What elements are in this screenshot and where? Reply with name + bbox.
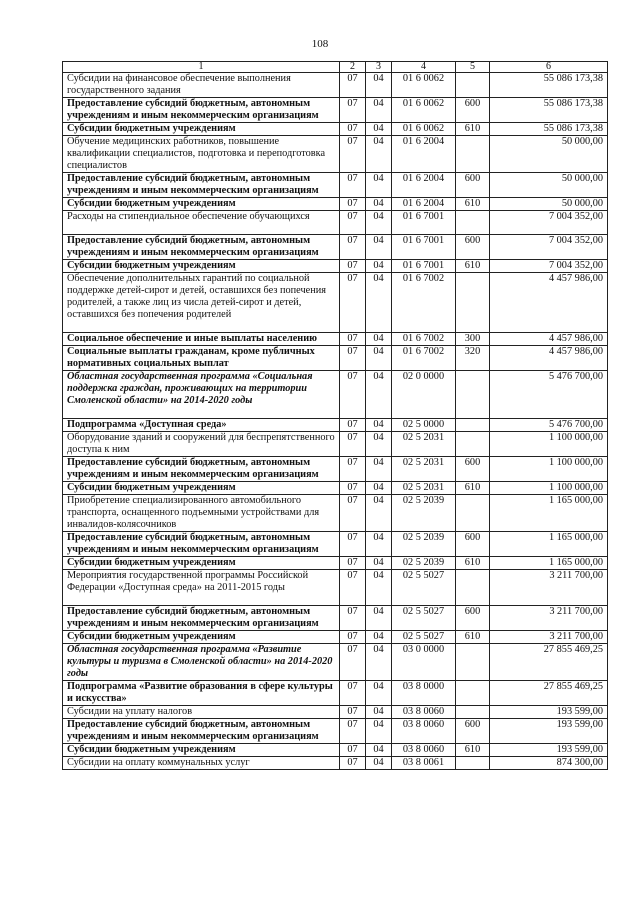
table-row: [63, 273, 608, 333]
row-description: Субсидии бюджетным учреждениям: [63, 744, 340, 757]
row-target-code: 01 6 7002: [392, 346, 456, 371]
row-target-code: 01 6 7002: [392, 273, 456, 333]
row-section-code: 07: [340, 744, 366, 757]
row-amount: 55 086 173,38: [490, 98, 608, 123]
row-amount: 4 457 986,00: [490, 273, 608, 333]
table-row: [63, 495, 608, 532]
row-section-code: 07: [340, 681, 366, 706]
row-expense-type: [456, 419, 490, 432]
row-description: Областная государственная программа «Развитие культуры и туризма в Смоленской области» на 2014-2020 годы: [63, 644, 340, 681]
row-target-code: 02 5 5027: [392, 606, 456, 631]
row-amount: 50 000,00: [490, 173, 608, 198]
table-row: [63, 681, 608, 706]
row-target-code: 01 6 7002: [392, 333, 456, 346]
table-row: [63, 719, 608, 744]
header-col-3: 3: [366, 62, 392, 73]
row-expense-type: [456, 371, 490, 419]
table-row: [63, 532, 608, 557]
row-amount: 1 165 000,00: [490, 495, 608, 532]
row-subsection-code: 04: [366, 719, 392, 744]
row-section-code: 07: [340, 706, 366, 719]
row-amount: 193 599,00: [490, 744, 608, 757]
row-expense-type: 300: [456, 333, 490, 346]
row-expense-type: [456, 495, 490, 532]
row-section-code: 07: [340, 198, 366, 211]
row-target-code: 02 5 2039: [392, 532, 456, 557]
row-expense-type: 610: [456, 744, 490, 757]
table-row: [63, 757, 608, 770]
row-subsection-code: 04: [366, 482, 392, 495]
row-expense-type: 610: [456, 631, 490, 644]
row-description: Обучение медицинских работников, повышение квалификации специалистов, подготовка и переподготовка специалистов: [63, 136, 340, 173]
row-section-code: 07: [340, 235, 366, 260]
row-amount: 55 086 173,38: [490, 123, 608, 136]
row-section-code: 07: [340, 98, 366, 123]
row-expense-type: 320: [456, 346, 490, 371]
row-description: Подпрограмма «Доступная среда»: [63, 419, 340, 432]
row-subsection-code: 04: [366, 371, 392, 419]
row-target-code: 01 6 0062: [392, 123, 456, 136]
row-expense-type: 600: [456, 532, 490, 557]
page-number: 108: [311, 38, 329, 50]
row-section-code: 07: [340, 719, 366, 744]
table-row: [63, 98, 608, 123]
table-row: [63, 631, 608, 644]
row-description: Предоставление субсидий бюджетным, автономным учреждениям и иным некоммерческим организациям: [63, 606, 340, 631]
row-description: Мероприятия государственной программы Российской Федерации «Доступная среда» на 2011-2015 годы: [63, 570, 340, 606]
table-row: [63, 173, 608, 198]
row-amount: 874 300,00: [490, 757, 608, 770]
table-row: [63, 419, 608, 432]
row-amount: 1 165 000,00: [490, 532, 608, 557]
row-target-code: 01 6 2004: [392, 173, 456, 198]
row-target-code: 03 8 0061: [392, 757, 456, 770]
header-col-1: 1: [63, 62, 340, 73]
table-row: [63, 482, 608, 495]
row-amount: 50 000,00: [490, 198, 608, 211]
row-section-code: 07: [340, 211, 366, 235]
row-section-code: 07: [340, 371, 366, 419]
row-subsection-code: 04: [366, 457, 392, 482]
table-row: [63, 136, 608, 173]
row-description: Субсидии бюджетным учреждениям: [63, 198, 340, 211]
row-target-code: 01 6 0062: [392, 98, 456, 123]
row-target-code: 02 5 0000: [392, 419, 456, 432]
row-target-code: 02 5 2039: [392, 495, 456, 532]
row-description: Подпрограмма «Развитие образования в сфере культуры и искусства»: [63, 681, 340, 706]
row-section-code: 07: [340, 606, 366, 631]
row-expense-type: 600: [456, 173, 490, 198]
row-amount: 193 599,00: [490, 706, 608, 719]
row-target-code: 01 6 7001: [392, 260, 456, 273]
row-description: Предоставление субсидий бюджетным, автономным учреждениям и иным некоммерческим организациям: [63, 235, 340, 260]
row-section-code: 07: [340, 273, 366, 333]
row-target-code: 02 5 2039: [392, 557, 456, 570]
row-subsection-code: 04: [366, 681, 392, 706]
row-description: Субсидии бюджетным учреждениям: [63, 631, 340, 644]
row-description: Субсидии бюджетным учреждениям: [63, 482, 340, 495]
table-row: [63, 606, 608, 631]
row-section-code: 07: [340, 432, 366, 457]
row-amount: 27 855 469,25: [490, 681, 608, 706]
row-section-code: 07: [340, 346, 366, 371]
row-section-code: 07: [340, 419, 366, 432]
row-subsection-code: 04: [366, 644, 392, 681]
row-subsection-code: 04: [366, 136, 392, 173]
row-target-code: 03 8 0060: [392, 744, 456, 757]
row-target-code: 02 5 2031: [392, 482, 456, 495]
header-col-4: 4: [392, 62, 456, 73]
table-row: [63, 744, 608, 757]
row-description: Социальные выплаты гражданам, кроме публичных нормативных социальных выплат: [63, 346, 340, 371]
row-section-code: 07: [340, 457, 366, 482]
row-description: Предоставление субсидий бюджетным, автономным учреждениям и иным некоммерческим организациям: [63, 173, 340, 198]
table-row: [63, 570, 608, 606]
row-target-code: 01 6 7001: [392, 211, 456, 235]
row-subsection-code: 04: [366, 532, 392, 557]
row-target-code: 03 8 0000: [392, 681, 456, 706]
row-subsection-code: 04: [366, 432, 392, 457]
row-amount: 27 855 469,25: [490, 644, 608, 681]
row-amount: 1 165 000,00: [490, 557, 608, 570]
table-row: [63, 644, 608, 681]
row-expense-type: 600: [456, 719, 490, 744]
row-expense-type: [456, 432, 490, 457]
row-target-code: 02 0 0000: [392, 371, 456, 419]
row-description: Предоставление субсидий бюджетным, автономным учреждениям и иным некоммерческим организациям: [63, 532, 340, 557]
row-section-code: 07: [340, 482, 366, 495]
row-amount: 7 004 352,00: [490, 260, 608, 273]
row-section-code: 07: [340, 757, 366, 770]
table-row: [63, 371, 608, 419]
row-subsection-code: 04: [366, 757, 392, 770]
table-row: [63, 432, 608, 457]
table-row: [63, 211, 608, 235]
row-target-code: 02 5 5027: [392, 570, 456, 606]
row-subsection-code: 04: [366, 557, 392, 570]
row-subsection-code: 04: [366, 495, 392, 532]
table-row: [63, 73, 608, 98]
row-target-code: 02 5 2031: [392, 457, 456, 482]
row-amount: 4 457 986,00: [490, 346, 608, 371]
row-target-code: 03 0 0000: [392, 644, 456, 681]
row-expense-type: [456, 681, 490, 706]
table-row: [63, 333, 608, 346]
row-section-code: 07: [340, 532, 366, 557]
row-amount: 7 004 352,00: [490, 235, 608, 260]
row-subsection-code: 04: [366, 273, 392, 333]
row-expense-type: 610: [456, 482, 490, 495]
row-subsection-code: 04: [366, 631, 392, 644]
row-amount: 3 211 700,00: [490, 570, 608, 606]
row-section-code: 07: [340, 123, 366, 136]
row-description: Субсидии бюджетным учреждениям: [63, 260, 340, 273]
row-subsection-code: 04: [366, 333, 392, 346]
header-col-6: 6: [490, 62, 608, 73]
table-body: [63, 73, 608, 770]
row-section-code: 07: [340, 631, 366, 644]
row-description: Предоставление субсидий бюджетным, автономным учреждениям и иным некоммерческим организациям: [63, 719, 340, 744]
row-target-code: 01 6 2004: [392, 198, 456, 211]
row-expense-type: [456, 73, 490, 98]
header-row: [63, 62, 608, 73]
row-expense-type: 600: [456, 457, 490, 482]
row-section-code: 07: [340, 73, 366, 98]
row-expense-type: [456, 644, 490, 681]
row-amount: 1 100 000,00: [490, 432, 608, 457]
header-col-2: 2: [340, 62, 366, 73]
row-target-code: 03 8 0060: [392, 719, 456, 744]
row-expense-type: 610: [456, 260, 490, 273]
row-description: Областная государственная программа «Социальная поддержка граждан, проживающих на территории Смоленской области» на 2014-2020 годы: [63, 371, 340, 419]
row-expense-type: [456, 211, 490, 235]
row-section-code: 07: [340, 495, 366, 532]
row-description: Субсидии бюджетным учреждениям: [63, 123, 340, 136]
table-row: [63, 557, 608, 570]
row-amount: 7 004 352,00: [490, 211, 608, 235]
header-col-5: 5: [456, 62, 490, 73]
row-subsection-code: 04: [366, 98, 392, 123]
table-row: [63, 457, 608, 482]
row-target-code: 01 6 2004: [392, 136, 456, 173]
row-expense-type: 610: [456, 123, 490, 136]
row-target-code: 03 8 0060: [392, 706, 456, 719]
row-section-code: 07: [340, 333, 366, 346]
row-section-code: 07: [340, 260, 366, 273]
row-subsection-code: 04: [366, 260, 392, 273]
row-expense-type: 600: [456, 98, 490, 123]
row-subsection-code: 04: [366, 744, 392, 757]
row-subsection-code: 04: [366, 73, 392, 98]
row-amount: 50 000,00: [490, 136, 608, 173]
row-expense-type: 610: [456, 557, 490, 570]
row-description: Оборудование зданий и сооружений для беспрепятственного доступа к ним: [63, 432, 340, 457]
row-description: Субсидии бюджетным учреждениям: [63, 557, 340, 570]
row-subsection-code: 04: [366, 235, 392, 260]
row-amount: 193 599,00: [490, 719, 608, 744]
row-description: Предоставление субсидий бюджетным, автономным учреждениям и иным некоммерческим организациям: [63, 457, 340, 482]
row-description: Субсидии на уплату налогов: [63, 706, 340, 719]
row-section-code: 07: [340, 136, 366, 173]
row-expense-type: [456, 273, 490, 333]
row-expense-type: 600: [456, 606, 490, 631]
row-amount: 5 476 700,00: [490, 371, 608, 419]
row-amount: 3 211 700,00: [490, 631, 608, 644]
row-description: Расходы на стипендиальное обеспечение обучающихся: [63, 211, 340, 235]
row-subsection-code: 04: [366, 706, 392, 719]
row-amount: 1 100 000,00: [490, 482, 608, 495]
row-section-code: 07: [340, 173, 366, 198]
row-subsection-code: 04: [366, 346, 392, 371]
row-section-code: 07: [340, 644, 366, 681]
row-section-code: 07: [340, 557, 366, 570]
row-subsection-code: 04: [366, 211, 392, 235]
row-description: Приобретение специализированного автомобильного транспорта, оснащенного подъемными устройствами для инвалидов-колясочников: [63, 495, 340, 532]
row-subsection-code: 04: [366, 123, 392, 136]
row-expense-type: [456, 757, 490, 770]
table-row: [63, 346, 608, 371]
table-row: [63, 706, 608, 719]
table-row: [63, 235, 608, 260]
row-expense-type: 610: [456, 198, 490, 211]
row-amount: 5 476 700,00: [490, 419, 608, 432]
row-target-code: 01 6 0062: [392, 73, 456, 98]
row-expense-type: [456, 136, 490, 173]
row-subsection-code: 04: [366, 198, 392, 211]
table-row: [63, 260, 608, 273]
row-description: Субсидии на финансовое обеспечение выполнения государственного задания: [63, 73, 340, 98]
table-row: [63, 198, 608, 211]
row-expense-type: [456, 570, 490, 606]
row-target-code: 02 5 2031: [392, 432, 456, 457]
row-subsection-code: 04: [366, 173, 392, 198]
row-amount: 4 457 986,00: [490, 333, 608, 346]
row-subsection-code: 04: [366, 570, 392, 606]
row-expense-type: 600: [456, 235, 490, 260]
budget-table: [62, 61, 608, 770]
row-description: Социальное обеспечение и иные выплаты населению: [63, 333, 340, 346]
row-target-code: 01 6 7001: [392, 235, 456, 260]
row-amount: 55 086 173,38: [490, 73, 608, 98]
row-subsection-code: 04: [366, 419, 392, 432]
row-amount: 3 211 700,00: [490, 606, 608, 631]
row-description: Предоставление субсидий бюджетным, автономным учреждениям и иным некоммерческим организациям: [63, 98, 340, 123]
row-expense-type: [456, 706, 490, 719]
table-header: [63, 62, 608, 73]
row-description: Обеспечение дополнительных гарантий по социальной поддержке детей-сирот и детей, оставшихся без попечения родителей, а также лиц из числа детей-сирот и детей, оставшихся без попечения родителей: [63, 273, 340, 333]
row-description: Субсидии на оплату коммунальных услуг: [63, 757, 340, 770]
row-target-code: 02 5 5027: [392, 631, 456, 644]
table-row: [63, 123, 608, 136]
row-section-code: 07: [340, 570, 366, 606]
row-subsection-code: 04: [366, 606, 392, 631]
row-amount: 1 100 000,00: [490, 457, 608, 482]
